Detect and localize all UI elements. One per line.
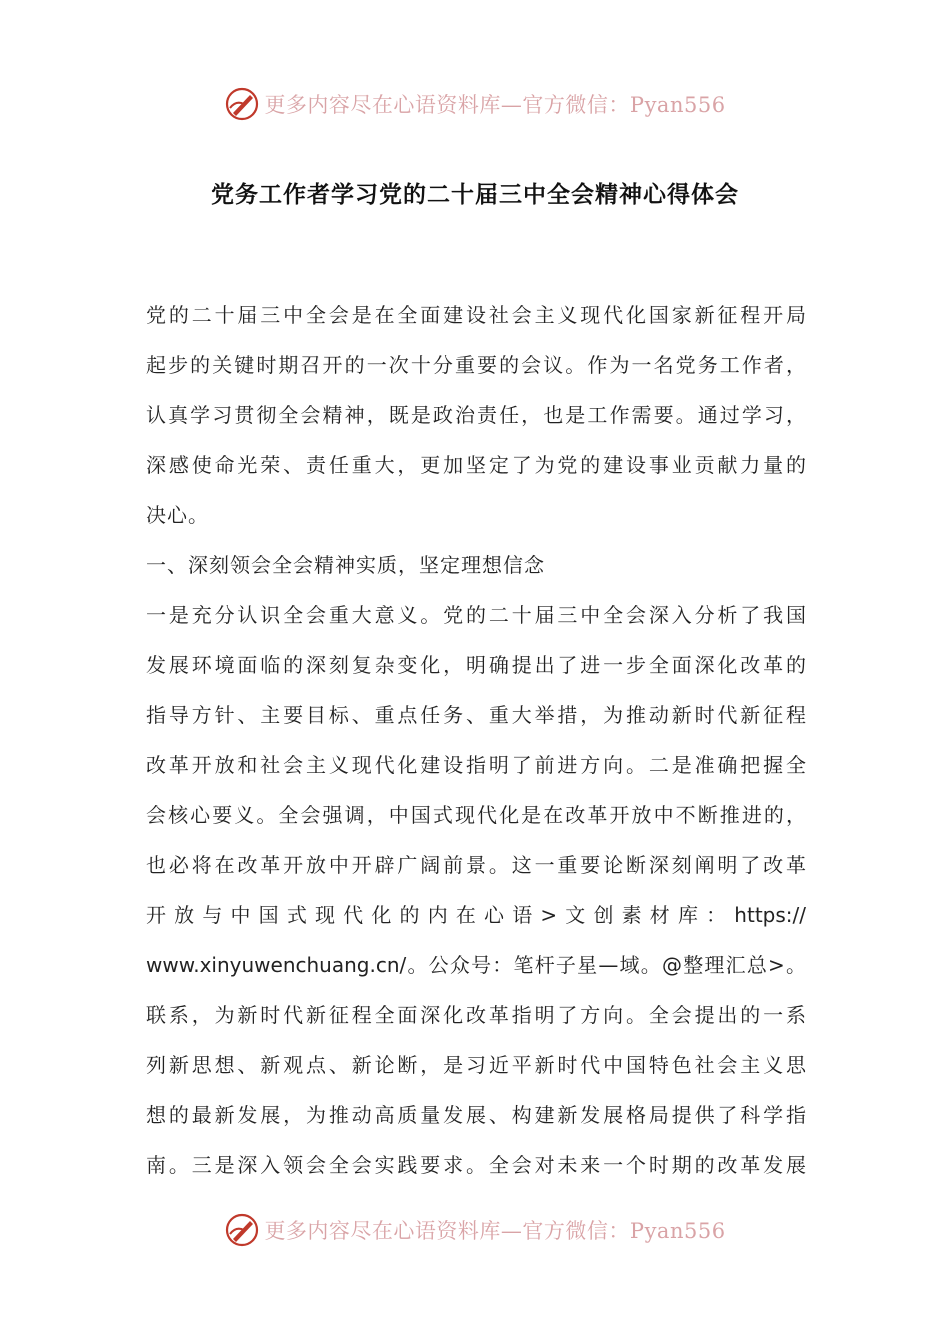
banner-text: 更多内容尽在心语资料库—官方微信：Pyan556 <box>264 1219 726 1243</box>
text-line: www.xinyuwenchuang.cn/。公众号：笔杆子星—域。@整理汇总>。 <box>146 953 806 977</box>
pen-seal-icon <box>224 1212 260 1248</box>
document-body <box>146 290 806 1190</box>
text-line: 想的最新发展，为推动高质量发展、构建新发展格局提供了科学指 <box>146 1103 806 1127</box>
text-line: 改革开放和社会主义现代化建设指明了前进方向。二是准确把握全 <box>146 753 806 777</box>
section-heading: 一、深刻领会全会精神实质，坚定理想信念 <box>146 553 545 577</box>
document-title: 党务工作者学习党的二十届三中全会精神心得体会 <box>211 181 739 208</box>
text-line: 发展环境面临的深刻复杂变化，明确提出了进一步全面深化改革的 <box>146 653 806 677</box>
text-line: 也必将在改革开放中开辟广阔前景。这一重要论断深刻阐明了改革 <box>146 853 806 877</box>
text-line: 认真学习贯彻全会精神，既是政治责任，也是工作需要。通过学习， <box>146 403 806 427</box>
text-line: 深感使命光荣、责任重大，更加坚定了为党的建设事业贡献力量的 <box>146 453 806 477</box>
text-line: 列新思想、新观点、新论断，是习近平新时代中国特色社会主义思 <box>146 1053 806 1077</box>
text-line: 指导方针、主要目标、重点任务、重大举措，为推动新时代新征程 <box>146 703 806 727</box>
banner-text: 更多内容尽在心语资料库—官方微信：Pyan556 <box>264 93 726 117</box>
footer-banner <box>0 1208 950 1252</box>
text-line: 开放与中国式现代化的内在心语>文创素材库：https:// <box>146 903 806 927</box>
header-banner <box>0 82 950 126</box>
pen-seal-icon <box>224 86 260 122</box>
text-line: 联系，为新时代新征程全面深化改革指明了方向。全会提出的一系 <box>146 1003 806 1027</box>
text-line: 起步的关键时期召开的一次十分重要的会议。作为一名党务工作者， <box>146 353 806 377</box>
text-line: 会核心要义。全会强调，中国式现代化是在改革开放中不断推进的， <box>146 803 806 827</box>
text-line: 决心。 <box>146 503 209 527</box>
text-line: 南。三是深入领会全会实践要求。全会对未来一个时期的改革发展 <box>146 1153 806 1177</box>
text-line: 党的二十届三中全会是在全面建设社会主义现代化国家新征程开局 <box>146 303 806 327</box>
text-line: 一是充分认识全会重大意义。党的二十届三中全会深入分析了我国 <box>146 603 806 627</box>
